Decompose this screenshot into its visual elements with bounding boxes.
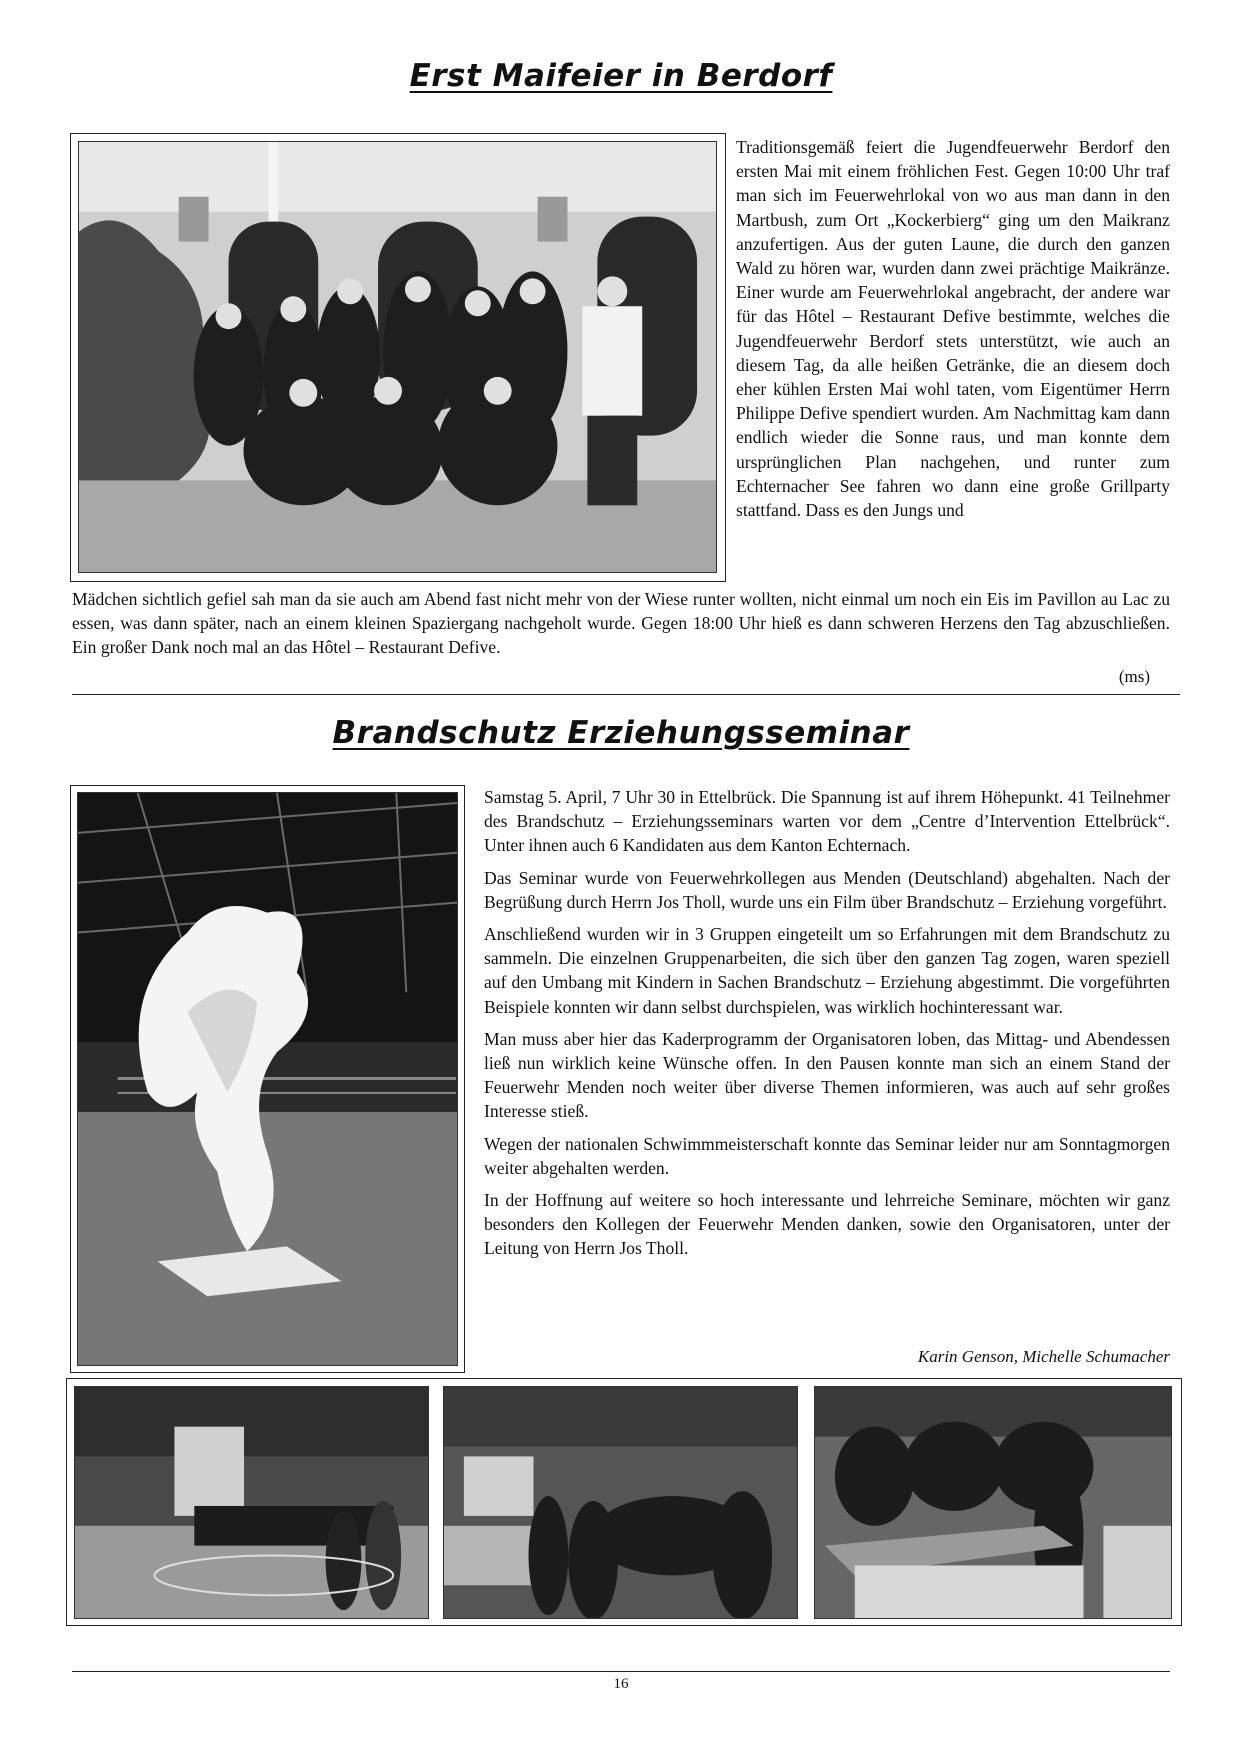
article2-paragraph: Samstag 5. April, 7 Uhr 30 in Ettelbrück. Die Spannung ist auf ihrem Höhepunkt. 41 Teilnehmer des Brandschutz – Erziehungsseminars warten vor dem „Centre d’Intervention Ettelbrück“. Unter ihnen auch 6 Kandidaten aus dem Kanton Echternach. [484, 787, 1170, 856]
hall-photo-3 [814, 1386, 1172, 1619]
article1-initials: (ms) [1118, 667, 1150, 686]
article1-title: Erst Maifeier in Berdorf [409, 58, 833, 94]
article2-body [484, 785, 1170, 1269]
photo-strip-frame [66, 1378, 1182, 1626]
group-photo-frame [70, 133, 726, 582]
article1-text-full: Mädchen sichtlich gefiel sah man da sie auch am Abend fast nicht mehr von der Wiese runter wollten, nicht einmal um noch ein Eis im Pavillon au Lac zu essen, was dann später, nach an einem kleinen Spaziergang nachgeholt wurde. Gegen 18:00 Uhr hieß es dann schweren Herzens den Tag abzuschließen. Ein großer Dank noch mal an das Hôtel – Restaurant Defive. [72, 589, 1170, 658]
hall-photo-1 [74, 1386, 429, 1619]
footer-rule [72, 1671, 1170, 1672]
article2-title: Brandschutz Erziehungsseminar [332, 715, 910, 751]
article2-paragraph: Wegen der nationalen Schwimmmeisterschaft konnte das Seminar leider nur am Sonntagmorgen weiter abgehalten werden. [484, 1133, 1170, 1178]
article2-paragraph: Anschließend wurden wir in 3 Gruppen eingeteilt um so Erfahrungen mit dem Brandschutz zu sammeln. Die einzelnen Gruppenarbeiten, die sich über den ganzen Tag zogen, waren speziell auf den Umbang mit Kindern in Sachen Brandschutz – Erziehung abgestimmt. Die vorgeführten Beispiele konnten wir dann selbst durchspielen, was wirklich hochinteressant war. [484, 924, 1170, 1017]
group-photo [78, 141, 717, 573]
article2-paragraph: Das Seminar wurde von Feuerwehrkollegen aus Menden (Deutschland) abgehalten. Nach der Begrüßung durch Herrn Jos Tholl, wurde uns ein Film über Brandschutz – Erziehung vorgeführt. [484, 867, 1170, 912]
article1-text-wrap: Traditionsgemäß feiert die Jugendfeuerwehr Berdorf den ersten Mai mit einem fröhlichen Fest. Gegen 10:00 Uhr traf man sich im Feuerwehrlokal von wo aus man dann in den Martbush, zum Ort „Kockerbierg“ ging um den Maikranz anzufertigen. Aus der guten Laune, die durch den ganzen Wald zu hören war, wurden dann zwei prächtige Maikränze. Einer wurde am Feuerwehrlokal angebracht, der andere war für das Hôtel – Restaurant Defive bestimmte, welches die Jugendfeuerwehr Berdorf stets unterstützt, wie auch an diesem Tag, da alle heißen Getränke, die an diesem doch eher kühlen Ersten Mai wohl taten, vom Eigentümer Herrn Philippe Defive spendiert wurden. Am Nachmittag kam dann endlich wieder die Sonne raus, und man konnte dem ursprünglichen Plan nachgehen, und runter zum Echternacher See fahren wo dann eine große Grillparty stattfand. Dass es den Jungs und [736, 137, 1170, 521]
page-number: 16 [613, 1676, 629, 1692]
section-divider [72, 694, 1180, 695]
hall-photo-2 [443, 1386, 798, 1619]
article2-paragraph: Man muss aber hier das Kaderprogramm der Organisatoren loben, das Mittag- und Abendessen ließ nun wirklich keine Wünsche offen. In den Pausen konnte man sich an einem Stand der Feuerwehr Menden noch weiter über diverse Themen informieren, was auch auf sehr großes Interesse stieß. [484, 1028, 1170, 1122]
article2-authors: Karin Genson, Michelle Schumacher [917, 1347, 1170, 1366]
fire-photo [77, 792, 458, 1366]
article2-paragraph: In der Hoffnung auf weitere so hoch interessante und lehrreiche Seminare, möchten wir ganz besonders den Kollegen der Feuerwehr Menden danken, sowie den Organisatoren, unter der Leitung von Herrn Jos Tholl. [484, 1190, 1170, 1259]
fire-photo-frame [70, 785, 465, 1373]
